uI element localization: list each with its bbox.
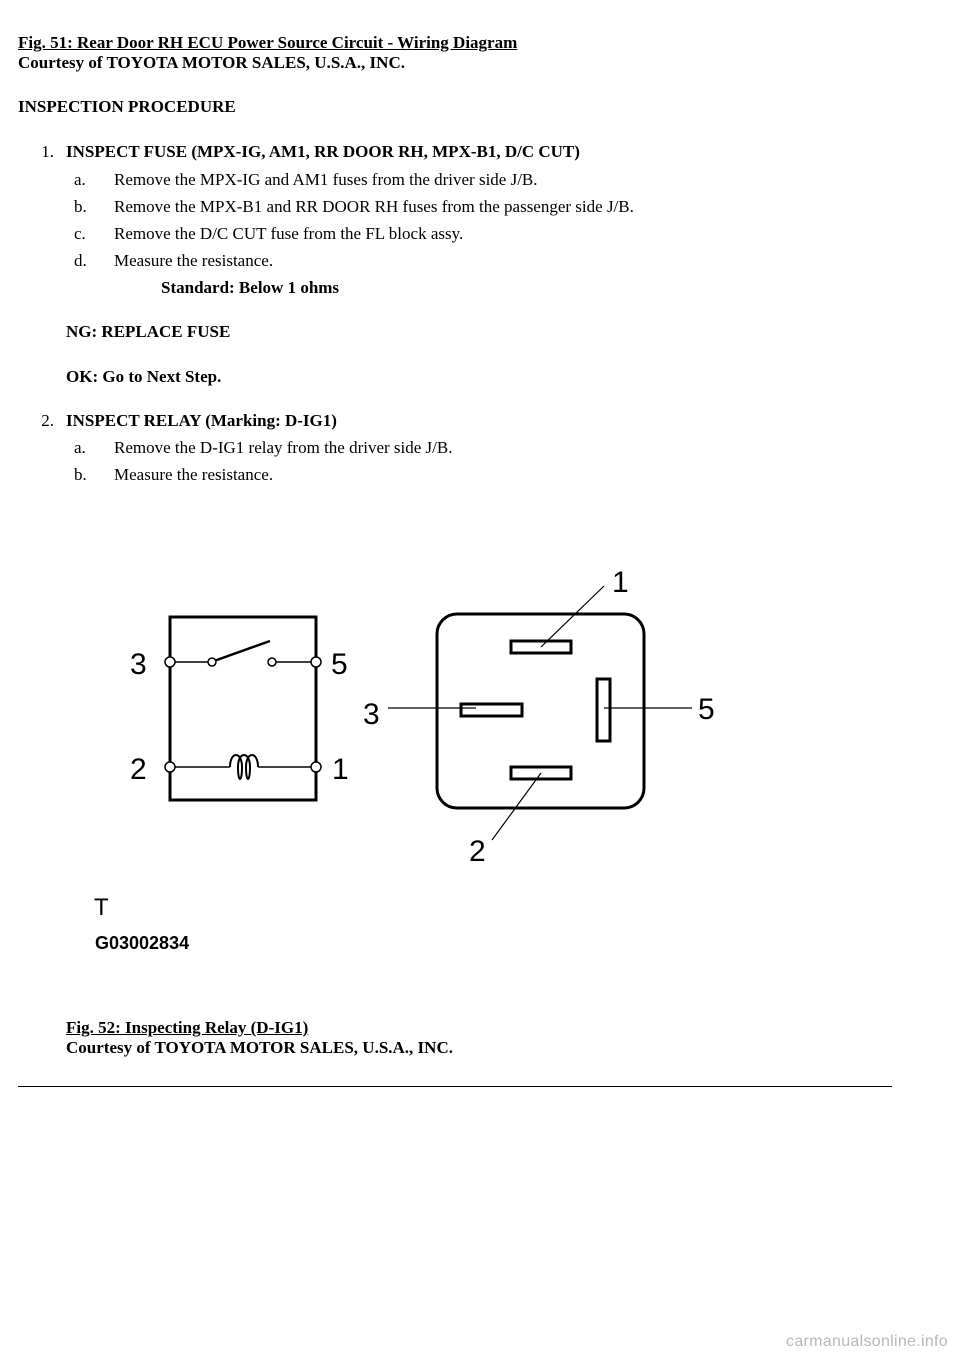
substep-letter: b. bbox=[74, 197, 87, 216]
leader-line-2 bbox=[492, 773, 541, 840]
step-number: 1. bbox=[41, 142, 54, 161]
substep-text: Remove the MPX-B1 and RR DOOR RH fuses from the passenger side J/B. bbox=[114, 197, 634, 216]
terminal-slot-5 bbox=[597, 679, 610, 741]
substep-text: Remove the D/C CUT fuse from the FL block assy. bbox=[114, 224, 464, 243]
fig51-courtesy: Courtesy of TOYOTA MOTOR SALES, U.S.A., INC. bbox=[18, 53, 405, 72]
standard-value: Standard: Below 1 ohms bbox=[161, 278, 340, 297]
substep-text: Measure the resistance. bbox=[114, 251, 274, 270]
substep-text: Remove the D-IG1 relay from the driver side J/B. bbox=[114, 438, 453, 457]
terminal-circle bbox=[311, 657, 321, 667]
terminal-slot-1 bbox=[511, 641, 571, 653]
switch-contact bbox=[208, 658, 216, 666]
schematic-box bbox=[170, 617, 316, 800]
terminal-label: 1 bbox=[612, 566, 629, 599]
ok-result: OK: Go to Next Step. bbox=[66, 367, 222, 386]
terminal-slot-2 bbox=[511, 767, 571, 779]
fig52-caption: Fig. 52: Inspecting Relay (D-IG1) bbox=[66, 1018, 309, 1037]
terminal-slot-3 bbox=[461, 704, 522, 716]
step-title: INSPECT RELAY (Marking: D-IG1) bbox=[66, 411, 337, 430]
terminal-circle bbox=[311, 762, 321, 772]
connector-body bbox=[437, 614, 644, 808]
switch-contact-arm bbox=[214, 641, 270, 661]
ng-result: NG: REPLACE FUSE bbox=[66, 322, 231, 341]
page-divider bbox=[18, 1086, 892, 1087]
fig51-caption: Fig. 51: Rear Door RH ECU Power Source Circuit - Wiring Diagram bbox=[18, 33, 518, 52]
substep-letter: a. bbox=[74, 170, 86, 189]
terminal-label: 3 bbox=[130, 648, 147, 681]
substep-letter: a. bbox=[74, 438, 86, 457]
step-title: INSPECT FUSE (MPX-IG, AM1, RR DOOR RH, MPX-B1, D/C CUT) bbox=[66, 142, 580, 161]
terminal-label: 2 bbox=[469, 835, 486, 868]
substep-letter: d. bbox=[74, 251, 87, 270]
diagram-code: G03002834 bbox=[95, 933, 190, 953]
substep-letter: c. bbox=[74, 224, 86, 243]
substep-letter: b. bbox=[74, 465, 87, 484]
substep-text: Measure the resistance. bbox=[114, 465, 274, 484]
diagram-mark: T bbox=[94, 894, 109, 921]
terminal-circle bbox=[165, 657, 175, 667]
terminal-label: 5 bbox=[698, 693, 715, 726]
terminal-label: 3 bbox=[363, 698, 380, 731]
step-number: 2. bbox=[41, 411, 54, 430]
terminal-label: 2 bbox=[130, 753, 147, 786]
terminal-label: 5 bbox=[331, 648, 348, 681]
procedure-title: INSPECTION PROCEDURE bbox=[18, 97, 236, 116]
watermark: carmanualsonline.info bbox=[786, 1333, 948, 1350]
switch-contact bbox=[268, 658, 276, 666]
terminal-label: 1 bbox=[332, 753, 349, 786]
leader-line-1 bbox=[541, 586, 604, 647]
substep-text: Remove the MPX-IG and AM1 fuses from the driver side J/B. bbox=[114, 170, 538, 189]
coil-icon bbox=[230, 755, 258, 779]
fig52-courtesy: Courtesy of TOYOTA MOTOR SALES, U.S.A., INC. bbox=[66, 1038, 453, 1057]
terminal-circle bbox=[165, 762, 175, 772]
